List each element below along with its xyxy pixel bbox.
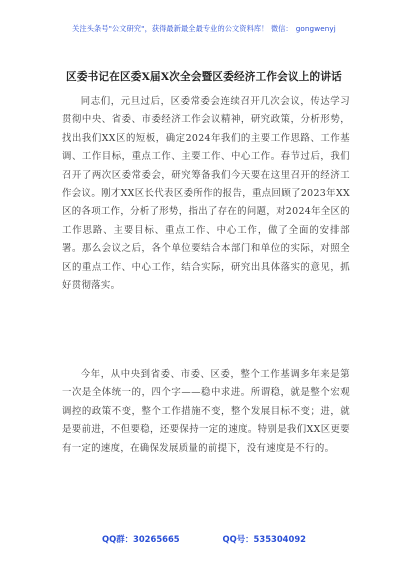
paragraph-1: 同志们，元旦过后，区委常委会连续召开几次会议，传达学习贯彻中央、省委、市委经济工作会议精神，研究政策，分析形势，找出我们XX区的短板，确定2024年我们的主要工作思路、工作基调、工作目标，重点工作、主要工作、中心工作。春节过后，我们召开了两次区委常委会，研究筹备我们今天要在这里召开的经济工作会议。刚才XX区长代表区委所作的报告，重点回顾了2023年XX区的各项工作，分析了形势，指出了存在的问题，对2024年全区的工作思路、主要目标、重点工作、中心工作，做了全面的安排部署。那么会议之后，各个单位要结合本部门和单位的实际，对照全区的重点工作、中心工作，结合实际，研究出具体落实的意见，抓好贯彻落实。	[62, 96, 350, 292]
paragraph-2: 今年，从中央到省委、市委、区委，整个工作基调多年来是第一次是全体统一的，四个字——稳中求进。所谓稳，就是整个宏观调控的政策不变，整个工作措施不变，整个发展目标不变；进，就是要前进，不但要稳，还要保持一定的速度。特别是我们XX区更要有一定的速度，在确保发展质量的前提下，没有速度是不行的。	[62, 369, 350, 454]
promo-header	[0, 24, 408, 34]
document-title: 区委书记在区委X届X次全会暨区委经济工作会议上的讲话	[66, 71, 342, 83]
contact-footer	[0, 533, 408, 545]
promo-text: 关注头条号"公文研究"，获得最新最全最专业的公文资料库！	[72, 24, 269, 33]
qq-number: QQ号：535304092	[222, 534, 306, 544]
wechat-id: gongwenyj	[295, 24, 336, 33]
qq-group: QQ群：30265665	[102, 534, 180, 544]
wechat-label: 微信：	[270, 24, 293, 33]
